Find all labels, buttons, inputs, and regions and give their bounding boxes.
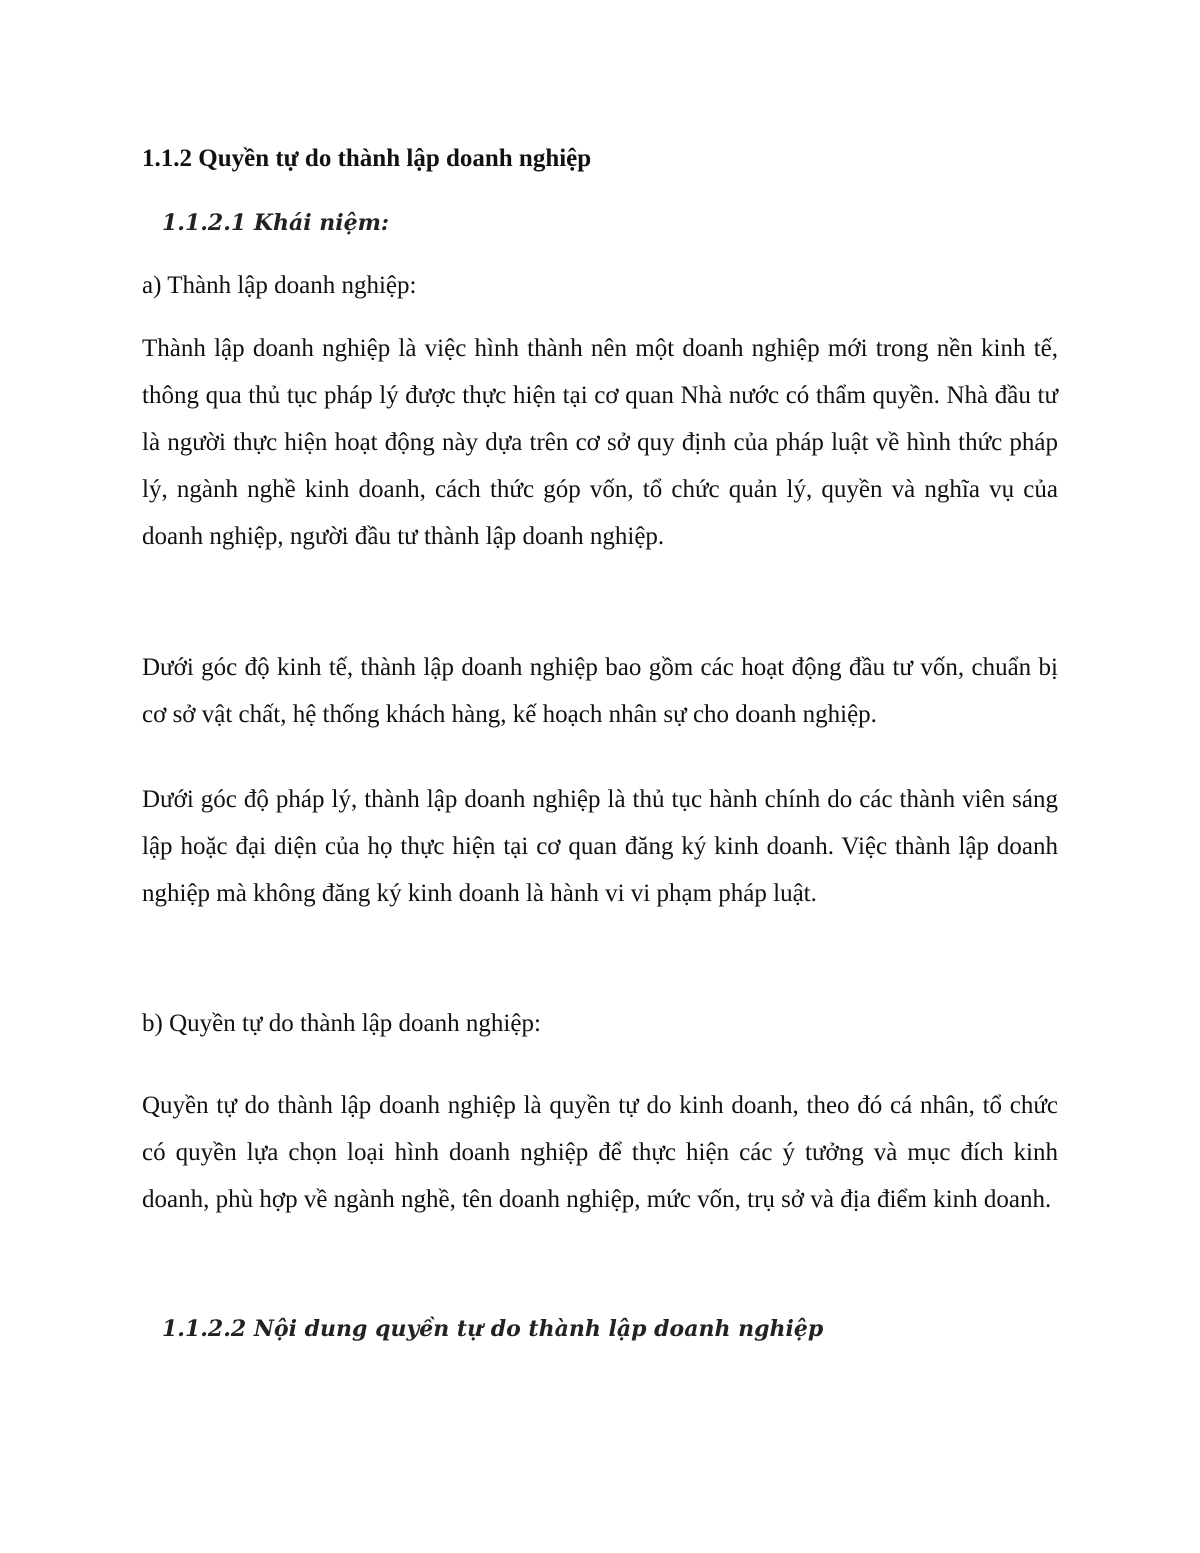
paragraph-definition: Thành lập doanh nghiệp là việc hình thành nên một doanh nghiệp mới trong nền kinh tế, thông qua thủ tục pháp lý được thực hiện tại cơ quan Nhà nước có thẩm quyền. Nhà đầu tư là người thực hiện hoạt động này dựa trên cơ sở quy định của pháp luật về hình thức pháp lý, ngành nghề kinh doanh, cách thức góp vốn, tổ chức quản lý, quyền và nghĩa vụ của doanh nghiệp, người đầu tư thành lập doanh nghiệp. bbox=[142, 335, 1058, 550]
subsection-heading-content: 1.1.2.2 Nội dung quyền tự do thành lập doanh nghiệp bbox=[162, 1316, 824, 1342]
paragraph-freedom-right: Quyền tự do thành lập doanh nghiệp là quyền tự do kinh doanh, theo đó cá nhân, tổ chức có quyền lựa chọn loại hình doanh nghiệp để thực hiện các ý tưởng và mục đích kinh doanh, phù hợp về ngành nghề, tên doanh nghiệp, mức vốn, trụ sở và địa điểm kinh doanh. bbox=[142, 1092, 1058, 1213]
part-b-label: b) Quyền tự do thành lập doanh nghiệp: bbox=[142, 1010, 541, 1037]
part-a-label: a) Thành lập doanh nghiệp: bbox=[142, 272, 417, 299]
section-title: 1.1.2 Quyền tự do thành lập doanh nghiệp bbox=[142, 145, 592, 172]
paragraph-legal-view: Dưới góc độ pháp lý, thành lập doanh nghiệp là thủ tục hành chính do các thành viên sáng lập hoặc đại diện của họ thực hiện tại cơ quan đăng ký kinh doanh. Việc thành lập doanh nghiệp mà không đăng ký kinh doanh là hành vi vi phạm pháp luật. bbox=[142, 786, 1058, 907]
subsection-heading-concept: 1.1.2.1 Khái niệm: bbox=[162, 210, 390, 236]
paragraph-economic-view: Dưới góc độ kinh tế, thành lập doanh nghiệp bao gồm các hoạt động đầu tư vốn, chuẩn bị cơ sở vật chất, hệ thống khách hàng, kế hoạch nhân sự cho doanh nghiệp. bbox=[142, 654, 1058, 728]
